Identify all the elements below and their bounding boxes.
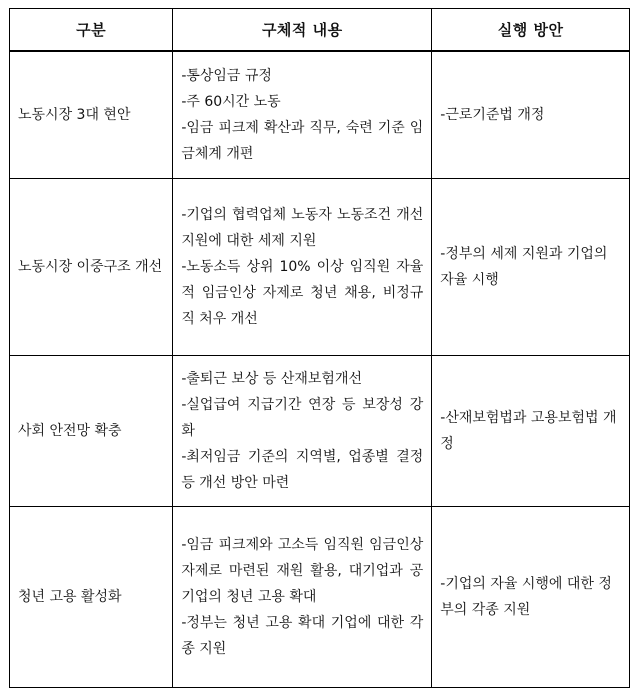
content-item: -기업의 협력업체 노동자 노동조건 개선 지원에 대한 세제 지원 bbox=[181, 207, 424, 249]
header-content: 구체적 내용 bbox=[173, 9, 432, 52]
table-row bbox=[10, 179, 630, 356]
row-content bbox=[173, 51, 432, 179]
row-plan: -산재보험법과 고용보험법 개정 bbox=[432, 356, 630, 507]
header-plan: 실행 방안 bbox=[432, 9, 630, 52]
content-item: -노동소득 상위 10% 이상 임직원 자율적 임금인상 자제로 청년 채용, 비정규직 처우 개선 bbox=[181, 259, 424, 327]
row-content bbox=[173, 179, 432, 356]
content-item: -주 60시간 노동 bbox=[181, 94, 281, 110]
content-item: -임금 피크제와 고소득 임직원 임금인상 자제로 마련된 재원 활용, 대기업과 공기업의 청년 고용 확대 bbox=[181, 537, 424, 605]
table-body bbox=[10, 51, 630, 688]
row-category: 노동시장 3대 현안 bbox=[10, 51, 173, 179]
row-content bbox=[173, 507, 432, 688]
row-category: 청년 고용 활성화 bbox=[10, 507, 173, 688]
table-row bbox=[10, 507, 630, 688]
content-item: -임금 피크제 확산과 직무, 숙련 기준 임금체계 개편 bbox=[181, 120, 424, 162]
header-row bbox=[10, 9, 630, 52]
table-row bbox=[10, 51, 630, 179]
content-item: -최저임금 기준의 지역별, 업종별 결정 등 개선 방안 마련 bbox=[181, 449, 424, 491]
table-header bbox=[10, 9, 630, 52]
header-category: 구분 bbox=[10, 9, 173, 52]
row-plan: -기업의 자율 시행에 대한 정부의 각종 지원 bbox=[432, 507, 630, 688]
content-item: -실업급여 지급기간 연장 등 보장성 강화 bbox=[181, 397, 424, 439]
content-item: -출퇴근 보상 등 산재보험개선 bbox=[181, 371, 363, 387]
table-row bbox=[10, 356, 630, 507]
row-plan: -정부의 세제 지원과 기업의 자율 시행 bbox=[432, 179, 630, 356]
content-item: -통상임금 규정 bbox=[181, 68, 272, 84]
policy-table bbox=[9, 8, 630, 688]
row-category: 노동시장 이중구조 개선 bbox=[10, 179, 173, 356]
row-content bbox=[173, 356, 432, 507]
row-category: 사회 안전망 확충 bbox=[10, 356, 173, 507]
content-item: -정부는 청년 고용 확대 기업에 대한 각종 지원 bbox=[181, 615, 424, 657]
row-plan: -근로기준법 개정 bbox=[432, 51, 630, 179]
